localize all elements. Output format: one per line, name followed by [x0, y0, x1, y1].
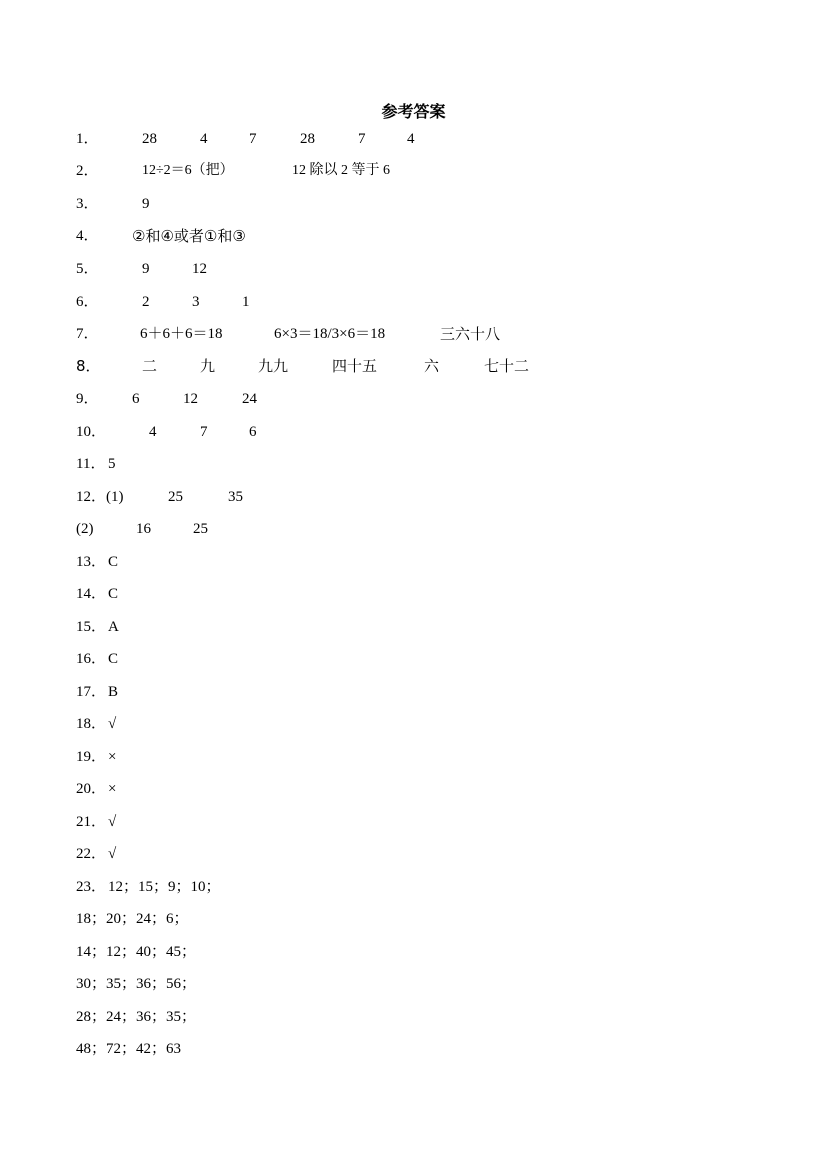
answer-cell: C — [108, 651, 119, 667]
answer-cell: √ — [108, 814, 117, 830]
answer-cell: C — [108, 554, 119, 570]
question-number: 11． — [76, 456, 106, 472]
answer-cell: 18；20；24；6； — [76, 911, 189, 927]
answer-cell: 14；12；40；45； — [76, 944, 197, 960]
question-number: 22． — [76, 846, 107, 862]
answer-cell: 七十二 — [484, 357, 530, 375]
question-number: 18． — [76, 716, 107, 732]
answer-cell: 三六十八 — [440, 325, 501, 343]
answer-cell: 30；35；36；56； — [76, 976, 197, 992]
answer-cell: 6＋6＋6＝18 — [140, 326, 223, 342]
answer-cell: 1 — [242, 294, 250, 310]
answer-cell: √ — [108, 846, 117, 862]
question-number: 17． — [76, 684, 107, 700]
answer-cell: 6×3＝18/3×6＝18 — [274, 326, 386, 342]
answer-cell: 12；15；9；10； — [108, 879, 221, 895]
answer-cell: × — [108, 749, 117, 765]
answer-cell: 四十五 — [332, 357, 378, 375]
answer-cell: 28 — [142, 131, 157, 147]
question-number: 8． — [76, 357, 101, 375]
question-number: 15． — [76, 619, 107, 635]
answer-cell: 48；72；42；63 — [76, 1041, 182, 1057]
question-number: 7． — [76, 326, 99, 342]
answer-cell: 28；24；36；35； — [76, 1009, 197, 1025]
answer-cell: 3 — [192, 294, 200, 310]
answer-cell: 6 — [249, 424, 257, 440]
answer-cell: 25 — [168, 489, 183, 505]
question-number: 3． — [76, 196, 99, 212]
answer-cell: 九九 — [258, 357, 289, 375]
question-number: 16． — [76, 651, 107, 667]
question-number: 19． — [76, 749, 107, 765]
question-number: 9． — [76, 391, 99, 407]
answer-cell: 7 — [200, 424, 208, 440]
question-number: 14． — [76, 586, 107, 602]
question-number: 4． — [76, 228, 99, 244]
answer-cell: C — [108, 586, 119, 602]
answer-cell: 2 — [142, 294, 150, 310]
answer-cell: (1) — [106, 489, 124, 505]
answer-cell: 六 — [424, 357, 440, 375]
question-number: 13． — [76, 554, 107, 570]
answer-cell: 7 — [358, 131, 366, 147]
question-number: 12． — [76, 489, 107, 505]
answer-cell: 24 — [242, 391, 257, 407]
answer-cell: A — [108, 619, 119, 635]
question-number: 10． — [76, 424, 107, 440]
answer-cell: 4 — [149, 424, 157, 440]
answer-cell: 4 — [407, 131, 415, 147]
answer-cell: × — [108, 781, 117, 797]
question-number: 21． — [76, 814, 107, 830]
answer-cell: B — [108, 684, 119, 700]
answer-cell: 12 — [183, 391, 198, 407]
answer-cell: 12 除以 2 等于 6 — [292, 163, 390, 178]
answer-cell: 28 — [300, 131, 315, 147]
answer-cell: 7 — [249, 131, 257, 147]
question-number: 23． — [76, 879, 107, 895]
question-number: 1． — [76, 131, 99, 147]
answer-cell: 12 — [192, 261, 207, 277]
answer-cell: 9 — [142, 196, 150, 212]
answer-cell: 二 — [142, 357, 158, 375]
answer-cell: 25 — [193, 521, 208, 537]
answer-cell: √ — [108, 716, 117, 732]
answer-cell: ②和④或者①和③ — [132, 227, 246, 245]
answer-cell: 12÷2＝6（把） — [142, 163, 234, 178]
question-number: 20． — [76, 781, 107, 797]
answer-cell: 9 — [142, 261, 150, 277]
answer-cell: 5 — [108, 456, 116, 472]
answer-cell: 4 — [200, 131, 208, 147]
answer-cell: 16 — [136, 521, 151, 537]
answer-cell: 35 — [228, 489, 243, 505]
question-number: 6． — [76, 294, 99, 310]
answer-cell: 九 — [200, 357, 216, 375]
question-number: 5． — [76, 261, 99, 277]
answer-cell: (2) — [76, 521, 94, 537]
question-number: 2． — [76, 163, 99, 179]
page-title: 参考答案 — [381, 102, 446, 121]
answer-cell: 6 — [132, 391, 140, 407]
